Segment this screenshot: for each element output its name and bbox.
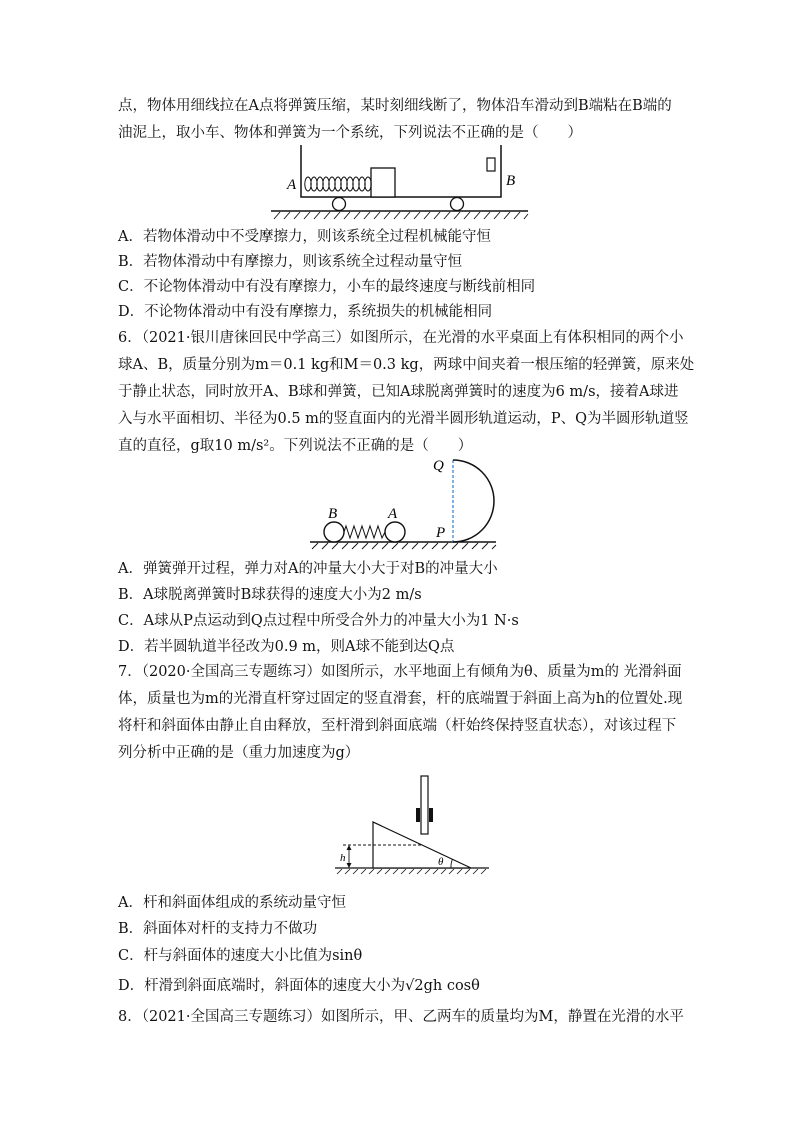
semicircle-track: [453, 460, 494, 542]
q5-option-a: A．若物体滑动中不受摩擦力，则该系统全过程机械能守恒: [118, 229, 491, 245]
rod-sleeve-right: [429, 808, 433, 822]
cart-block: [371, 168, 395, 197]
q7-option-c: C．杆与斜面体的速度大小比值为sinθ: [118, 948, 363, 964]
cart-label-a: A: [287, 177, 297, 193]
cart-ground-hatch: [274, 212, 528, 219]
cart-wheel-left: [333, 198, 346, 211]
track-label-a: A: [388, 506, 398, 522]
cart-wheel-right: [451, 198, 464, 211]
q6-line-1: 6．（2021·银川唐徕回民中学高三）如图所示，在光滑的水平桌面上有体积相同的两个小: [118, 330, 684, 346]
track-label-q: Q: [433, 458, 444, 474]
balls-track-figure: [308, 456, 500, 552]
q6-option-a: A．弹簧弹开过程，弹力对A的冲量大小大于对B的冲量大小: [118, 561, 498, 577]
cart-spring-figure: [268, 143, 533, 221]
ball-a: [385, 522, 405, 542]
q6-option-c: C．A球从P点运动到Q点过程中所受合外力的冲量大小为1 N·s: [118, 613, 519, 629]
q5-option-c: C．不论物体滑动中有没有摩擦力，小车的最终速度与断线前相同: [118, 279, 536, 295]
height-arrow-bottom: [347, 863, 352, 868]
height-arrow-top: [347, 845, 352, 850]
q6-line-2: 球A、B，质量分别为m＝0.1 kg和M＝0.3 kg，两球中间夹着一根压缩的轻弹簧，原来处: [118, 357, 695, 373]
q6-option-d: D．若半圆轨道半径改为0.9 m，则A球不能到达Q点: [118, 639, 455, 655]
q5-line-2: 油泥上，取小车、物体和弹簧为一个系统，下列说法不正确的是（ ）: [118, 125, 582, 141]
q6-option-b: B．A球脱离弹簧时B球获得的速度大小为2 m/s: [118, 587, 422, 603]
q7-option-d: D．杆滑到斜面底端时，斜面体的速度大小为√2gh cosθ: [118, 978, 480, 994]
q5-option-b: B．若物体滑动中有摩擦力，则该系统全过程动量守恒: [118, 254, 463, 270]
cart-label-b: B: [506, 173, 516, 189]
track-label-b: B: [328, 506, 338, 522]
ball-b: [324, 522, 344, 542]
q7-line-3: 将杆和斜面体由静止自由释放，至杆滑到斜面底端（杆始终保持竖直状态），对该过程下: [118, 718, 677, 734]
q6-line-4: 入与水平面相切、半径为0.5 m的竖直面内的光滑半圆形轨道运动，P、Q为半圆形轨道竖: [118, 411, 689, 427]
balls-spring: [344, 526, 385, 538]
q6-line-3: 于静止状态，同时放开A、B球和弹簧，已知A球脱离弹簧时的速度为6 m/s，接着A球进: [118, 384, 679, 400]
q7-line-2: 体，质量也为m的光滑直杆穿过固定的竖直滑套，杆的底端置于斜面上高为h的位置处.现: [118, 691, 683, 707]
incline-label-theta: θ: [438, 856, 444, 868]
incline-ground-hatch: [337, 869, 486, 874]
rod: [421, 776, 428, 834]
cart-spring: [305, 177, 371, 191]
q6-line-5: 直的直径，g取10 m/s²。下列说法不正确的是（ ）: [118, 438, 473, 454]
cart-body: [301, 145, 501, 197]
q7-line-1: 7．（2020·全国高三专题练习）如图所示，水平地面上有倾角为θ、质量为m的 光滑斜面: [118, 664, 682, 680]
q7-option-b: B．斜面体对杆的支持力不做功: [118, 921, 318, 937]
q7-line-4: 列分析中正确的是（重力加速度为g）: [118, 745, 360, 761]
track-ground-hatch: [312, 543, 496, 549]
q5-line-1: 点，物体用细线拉在A点将弹簧压缩，某时刻细线断了，物体沿车滑动到B端粘在B端的: [118, 98, 672, 114]
rod-sleeve-left: [416, 808, 420, 822]
q8-line-1: 8．（2021·全国高三专题练习）如图所示，甲、乙两车的质量均为M，静置在光滑的水平: [118, 1009, 684, 1025]
q7-option-a: A．杆和斜面体组成的系统动量守恒: [118, 895, 346, 911]
track-label-p: P: [436, 525, 446, 541]
cart-putty: [487, 158, 495, 171]
rod-incline-figure: [333, 772, 493, 876]
incline-label-h: h: [340, 852, 346, 864]
q5-option-d: D．不论物体滑动中有没有摩擦力，系统损失的机械能相同: [118, 304, 493, 320]
